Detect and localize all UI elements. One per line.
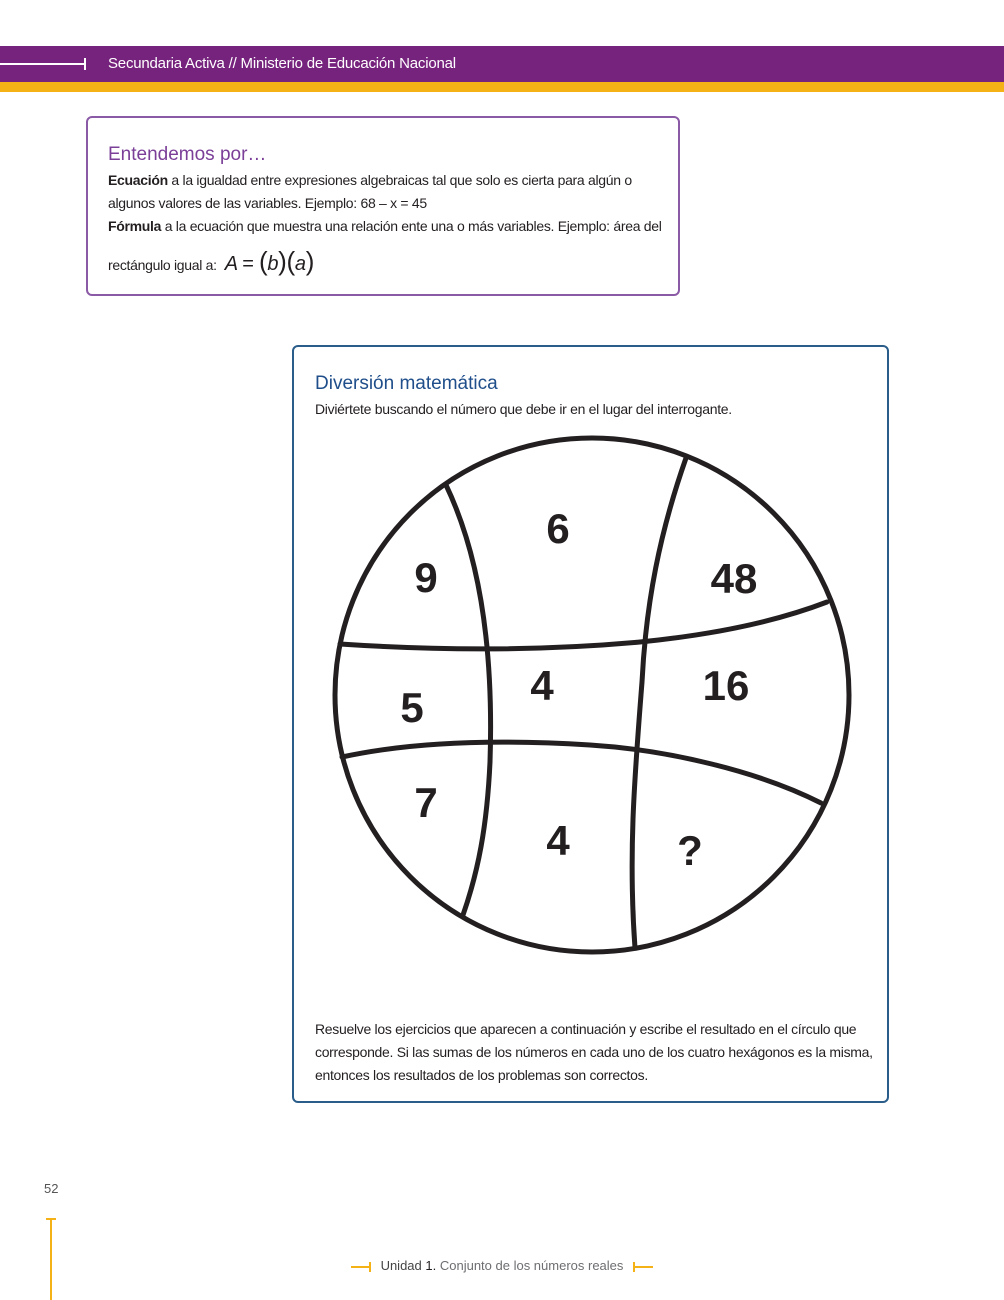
puzzle-title: Diversión matemática xyxy=(315,373,498,394)
header-gold-stripe xyxy=(0,82,1004,92)
ecuacion-text: a la igualdad entre expresiones algebraicas tal que solo es cierta para algún o algunos valores de las variables. Ejemplo: 68 – x = 45 xyxy=(108,172,632,211)
header-rule xyxy=(0,63,84,65)
puzzle-left-vertical xyxy=(446,485,491,915)
puzzle-subtitle: Diviértete buscando el número que debe ir en el lugar del interrogante. xyxy=(315,401,732,417)
cell-middle-right: 16 xyxy=(702,662,750,709)
formula-definition xyxy=(108,215,668,238)
footer-left-dash xyxy=(351,1266,371,1268)
unit-title: Conjunto de los números reales xyxy=(439,1258,624,1273)
cell-bottom-center: 4 xyxy=(546,817,570,864)
cell-top-center: 6 xyxy=(546,505,570,552)
unit-number: 1. xyxy=(425,1258,437,1273)
formula-term: Fórmula xyxy=(108,218,162,234)
formula-a: a xyxy=(294,253,306,275)
ecuacion-definition xyxy=(108,169,668,215)
formula-text: a la ecuación que muestra una relación ente una o más variables. Ejemplo: área del xyxy=(161,218,662,234)
ecuacion-term: Ecuación xyxy=(108,172,168,188)
cell-top-left: 9 xyxy=(414,554,438,601)
unit-label: Unidad xyxy=(380,1258,422,1273)
cell-center: 4 xyxy=(530,662,554,709)
cell-top-right: 48 xyxy=(710,555,758,602)
definitions-body xyxy=(108,169,668,277)
header-title: Secundaria Activa // Ministerio de Educación Nacional xyxy=(108,55,456,72)
formula-example-label: rectángulo igual a: xyxy=(108,257,217,273)
area-formula: A = (b)(a) xyxy=(224,246,315,276)
cell-middle-left: 5 xyxy=(400,684,424,731)
formula-example-line xyxy=(108,248,668,277)
header-rule-tick xyxy=(84,58,86,70)
page-number: 52 xyxy=(44,1181,59,1196)
definitions-title: Entendemos por… xyxy=(108,144,267,165)
formula-equals: = xyxy=(242,253,254,275)
formula-b: b xyxy=(267,253,279,275)
puzzle-right-vertical xyxy=(632,458,686,948)
cell-bottom-left: 7 xyxy=(414,779,438,826)
circle-puzzle xyxy=(330,432,856,960)
footer-right-dash xyxy=(633,1266,653,1268)
puzzle-upper-horizontal xyxy=(340,602,827,649)
cell-bottom-right: ? xyxy=(677,827,703,874)
formula-lhs: A xyxy=(224,253,238,275)
puzzle-instructions: Resuelve los ejercicios que aparecen a continuación y escribe el resultado en el círculo que corresponde. Si las sumas de los números en cada uno de los cuatro hexágonos es la misma, entonces los resultados de los problemas son correctos. xyxy=(315,1021,873,1083)
footer-unit xyxy=(0,1258,1004,1273)
definitions-box xyxy=(86,116,680,296)
